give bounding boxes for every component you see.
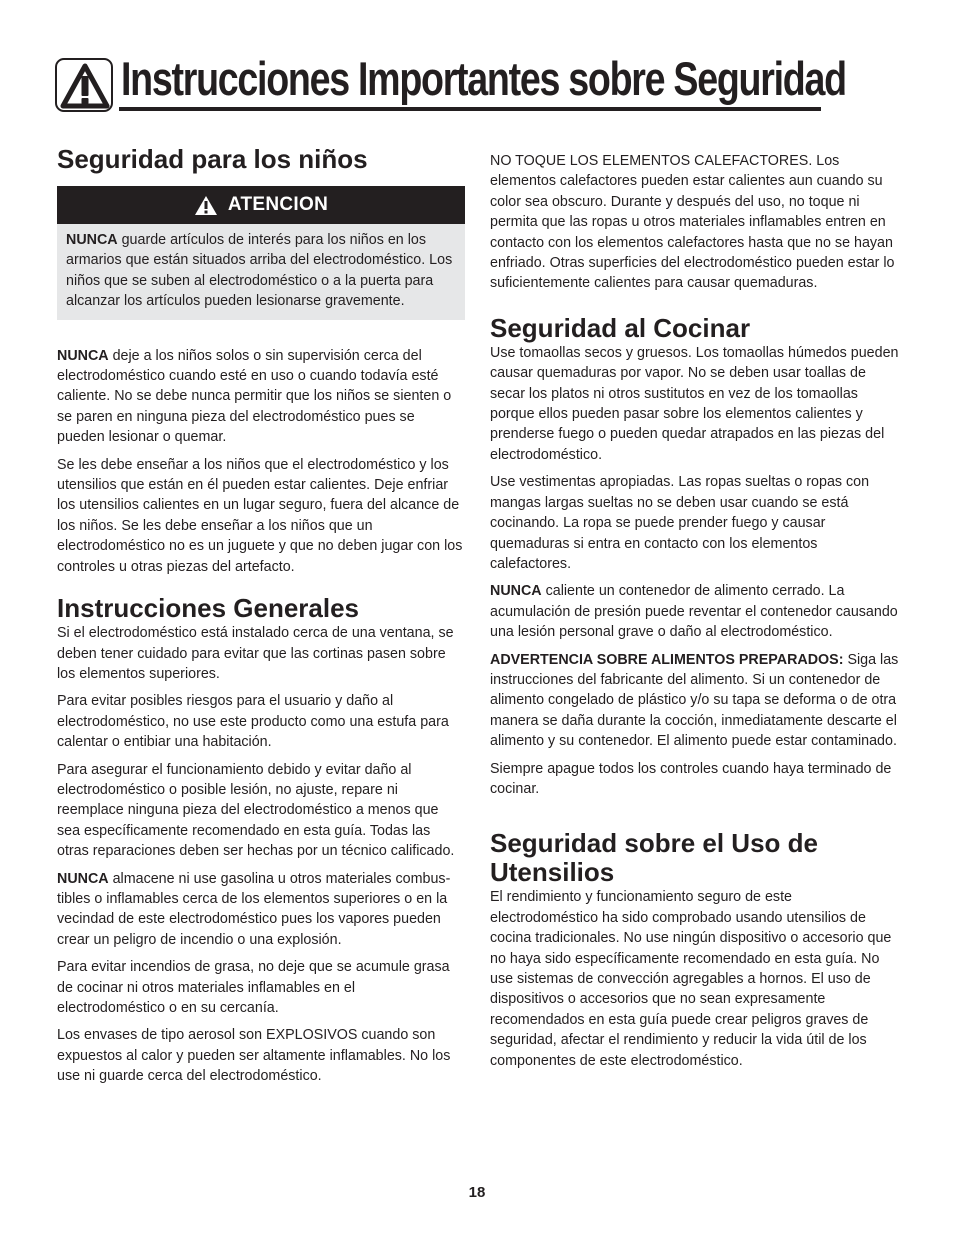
kids-paragraph-2: Se les debe enseñar a los niños que el electrodoméstico y los utensilios que están en él pueden estar calientes. Deje enfriar los utensilios calientes en un lugar seguro, fuera del alcance de los niños. Se les debe enseñar a los niños que un electrodoméstico no es un juguete y que no deben jugar con los controles u otras piezas del artefacto.: [57, 456, 463, 575]
cooking-safety-heading: Seguridad al Cocinar: [490, 312, 751, 343]
kids-p1-text: deje a los niños solos o sin supervisión cerca del electrodoméstico cuando esté en uso o cuando todavía esté caliente. No se debe nunca permitir que los niños se sienten o se paren en ninguna pieza del electrodoméstico pues se pueden lesionar o quemar.: [57, 347, 452, 446]
warning-icon: [55, 58, 113, 112]
page-header: [55, 52, 846, 114]
page-number: 18: [468, 1184, 486, 1201]
general-instructions-heading: Instrucciones Generales: [57, 593, 360, 624]
atencion-body: guarde artículos de interés para los niños en los armarios que están situados arriba del electrodoméstico. Los niños que se suben al electrodoméstico o a la puerta para alcanzar los artículos pueden lesionarse gravemente.: [66, 232, 453, 310]
general-paragraph-6: Los envases de tipo aerosol son EXPLOSIVOS cuando son expuestos al calor y pueden ser altamente inflamables. No los use ni guarde cerca del electrodoméstico.: [57, 1027, 451, 1085]
cooking-paragraph-3: [490, 581, 900, 642]
cooking-paragraph-4: [490, 650, 900, 752]
nunca-lead: NUNCA: [57, 347, 109, 364]
nunca-lead: NUNCA: [57, 870, 109, 887]
general-paragraph-4: [57, 869, 465, 951]
atencion-text: [57, 224, 465, 320]
heating-elements-paragraph: NO TOQUE LOS ELEMENTOS CALEFACTORES. Los elementos calefactores pueden estar calientes aun cuando su color sea obscuro. Durante y después del uso, no toque ni permita que las ropas u otros materiales inflamables entren en contacto con los elementos calefactores hasta que no se hayan enfriado. Otras superficies del electrodoméstico pueden estar lo suficientemente calientes para causar quemaduras.: [490, 153, 895, 292]
kids-paragraph-1: [57, 346, 465, 448]
atencion-box: [57, 186, 465, 320]
general-paragraph-3: Para asegurar el funcionamiento debido y evitar daño al electrodoméstico o posible lesión, no ajuste, repare ni reemplace ninguna pieza del electrodoméstico a menos que sea específicamente recomendado en esta guía. Todas las otras reparaciones deben ser hechas por un técnico calificado.: [57, 761, 455, 860]
cooking-paragraph-1: Use tomaollas secos y gruesos. Los tomaollas húmedos pueden causar quemaduras por vapor. No se deben usar toallas de secar los platos ni otros sustitutos en vez de los tomaollas porque ellos pueden pasar sobre los elementos calientes y prenderse fuego o pueden quedar atrapados en las piezas del electrodoméstico.: [490, 344, 899, 463]
page-title: Instrucciones Importantes sobre Seguridad: [121, 52, 846, 105]
general-paragraph-2: Para evitar posibles riesgos para el usuario y daño al electrodoméstico, no use este producto como una estufa para calentar o entibiar una habitación.: [57, 693, 449, 751]
atencion-label: ATENCION: [227, 193, 329, 215]
utensils-paragraph: El rendimiento y funcionamiento seguro de este electrodoméstico ha sido comprobado usando utensilios de cocina tradicionales. No use ningún dispositivo o accesorio que no haya sido específicamente recomendado en esta guía. No use sistemas de convección agregables a hornos. El uso de dispositivos o accesorios que no sean expresamente recomendados en esta guía puede crear peligros graves de seguridad, afectar el rendimiento y reducir la vida útil de los componentes de este electrodoméstico.: [490, 889, 892, 1069]
cooking-paragraph-2: Use vestimentas apropiadas. Las ropas sueltas o ropas con mangas largas sueltas no se deben usar cuando se está cocinando. La ropa se puede prender fuego y causar quemaduras si entra en contacto con los elementos calefactores.: [490, 474, 870, 572]
cooking-paragraph-5: Siempre apague todos los controles cuando haya terminado de cocinar.: [490, 760, 892, 797]
gen-p4-text: almacene ni use gasolina u otros materiales combus-tibles o inflamables cerca de los elementos superiores o en la vecindad de este electrodoméstico pues los vapores pueden crear un peligro de incendio o una explosión.: [57, 870, 451, 948]
cook-p4-text: Siga las instrucciones del fabricante del alimento. Si un contenedor de alimento congelado de plástico y/o su tapa se deforma o de otra manera se daña durante la cocción, inmediatamente descarte el alimento y su contenedor. El alimento puede estar contaminado.: [490, 651, 899, 750]
left-column: [57, 145, 465, 1094]
cook-p3-text: caliente un contenedor de alimento cerrado. La acumulación de presión puede reventar el contenedor causando una lesión personal grave o daño al electrodoméstico.: [490, 583, 898, 641]
advertencia-lead: ADVERTENCIA SOBRE ALIMENTOS PREPARADOS:: [490, 651, 844, 668]
utensils-safety-heading: Seguridad sobre el Uso de Utensilios: [490, 828, 818, 888]
right-column: [490, 151, 900, 1078]
title-underline: [119, 107, 821, 111]
general-paragraph-5: Para evitar incendios de grasa, no deje que se acumule grasa de cocinar ni otros materiales inflamables en el electrodoméstico o en su cercanía.: [57, 959, 450, 1016]
atencion-bar: [57, 186, 465, 224]
general-paragraph-1: Si el electrodoméstico está instalado cerca de una ventana, se deben tener cuidado para evitar que las cortinas pasen sobre los elementos superiores.: [57, 625, 454, 682]
alert-triangle-icon: [194, 195, 218, 216]
kids-safety-heading: Seguridad para los niños: [57, 144, 368, 174]
nunca-lead: NUNCA: [490, 583, 542, 600]
nunca-lead: NUNCA: [66, 232, 118, 248]
